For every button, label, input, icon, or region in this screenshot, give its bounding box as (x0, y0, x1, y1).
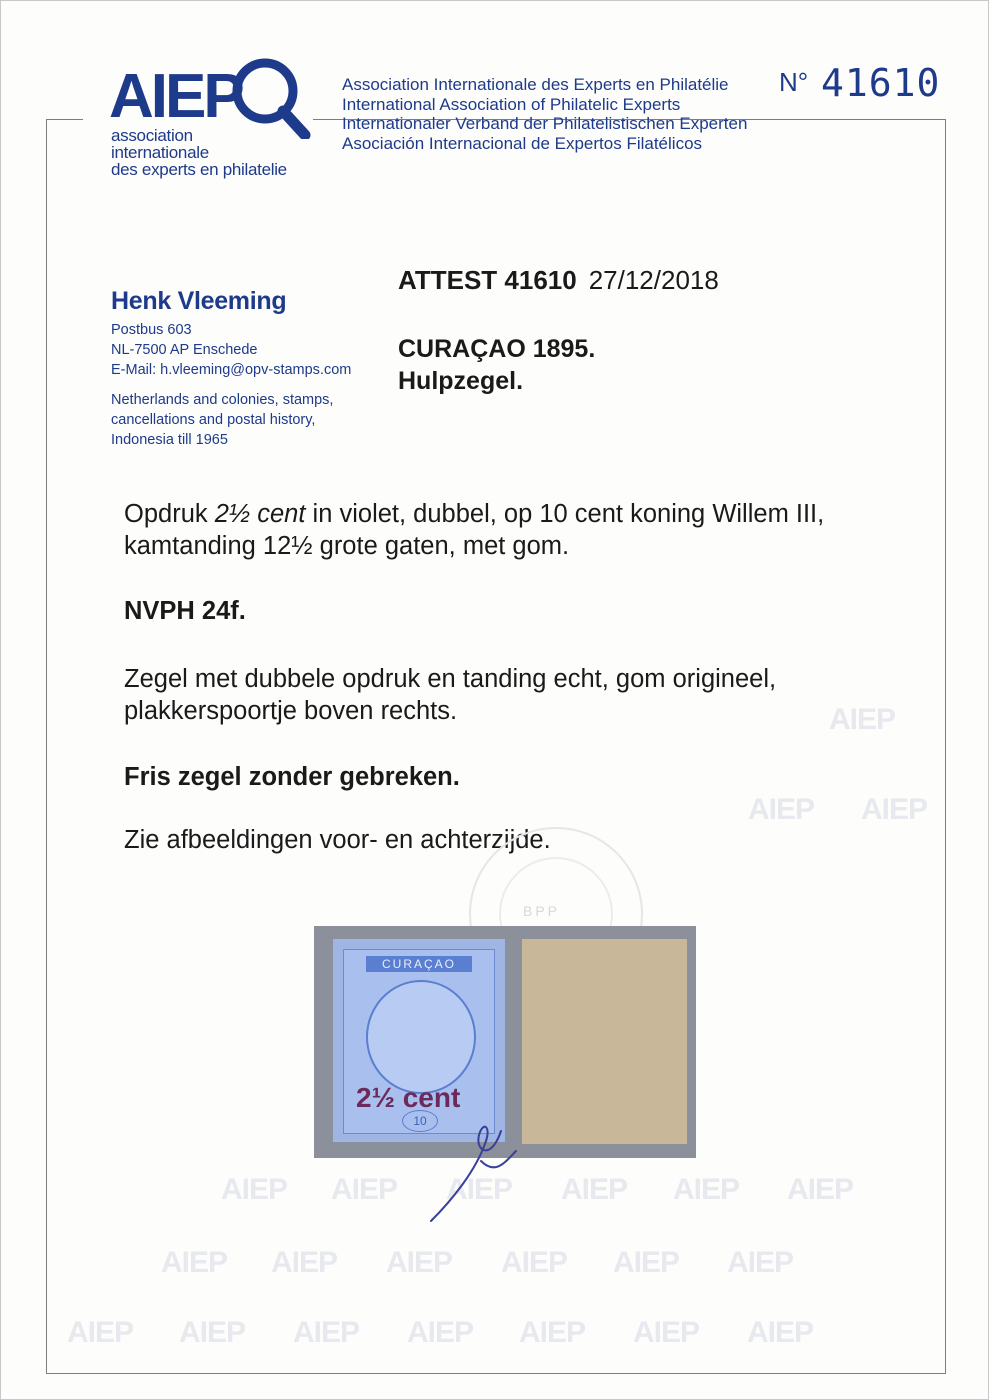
watermark-logo: AIEP (179, 1316, 246, 1349)
attest-label: ATTEST 41610 (398, 265, 577, 295)
opinion-paragraph (124, 663, 776, 727)
watermark-logo: AIEP (787, 1173, 854, 1206)
watermark-logo: AIEP (727, 1246, 794, 1279)
description-text: in violet, dubbel, op 10 cent koning Willem III, (305, 500, 825, 528)
watermark-logo: AIEP (633, 1316, 700, 1349)
association-name-es: Asociación Internacional de Expertos Filatélicos (342, 133, 703, 153)
expert-email: E-Mail: h.vleeming@opv-stamps.com (111, 362, 352, 378)
description-text: Opdruk (124, 500, 215, 528)
expert-description (111, 390, 351, 450)
watermark-logo: AIEP (829, 703, 896, 736)
attest-date: 27/12/2018 (588, 265, 719, 295)
stamp-portrait (366, 980, 476, 1094)
watermark-logo: AIEP (386, 1246, 453, 1279)
watermark-logo: AIEP (407, 1316, 474, 1349)
stamp-country-text: CURAÇAO (366, 956, 472, 972)
overprint-value-text: 2½ cent (214, 500, 306, 528)
certificate-number (761, 53, 961, 113)
aiep-logo-mark (83, 39, 313, 139)
watermark-logo: AIEP (519, 1316, 586, 1349)
watermark-logo: AIEP (748, 793, 815, 826)
description-line (124, 498, 824, 530)
opinion-line: Zegel met dubbele opdruk en tanding echt, gom origineel, (124, 665, 777, 693)
catalog-number: NVPH 24f. (124, 597, 246, 625)
logo-subtitle (111, 127, 287, 178)
association-name-fr: Association Internationale des Experts en Philatélie (342, 75, 729, 94)
watermark-logo: AIEP (293, 1316, 360, 1349)
expert-description-line: Netherlands and colonies, stamps, (111, 392, 334, 408)
subject-line: Hulpzegel. (398, 367, 524, 395)
watermark-logo: AIEP (861, 793, 928, 826)
svg-text:AIEP: AIEP (109, 62, 242, 131)
expert-info (111, 287, 351, 450)
aiep-logo (83, 39, 313, 199)
watermark-logo: AIEP (613, 1246, 680, 1279)
certificate-number-value: 41610 (821, 61, 941, 105)
expert-description-line: Indonesia till 1965 (111, 432, 228, 448)
stamp-value-text: 10 (402, 1110, 438, 1132)
stamp-back-image (522, 939, 687, 1144)
stamp-overprint-text: 2½ cent (356, 1082, 461, 1113)
watermark-logo: AIEP (747, 1316, 814, 1349)
watermark-logo: AIEP (501, 1246, 568, 1279)
attest-header (398, 265, 719, 296)
opinion-line: plakkerspoortje boven rechts. (124, 697, 458, 725)
embossed-seal-text: BPP (523, 903, 561, 919)
subject-line: CURAÇAO 1895. (398, 335, 596, 363)
attest-subject (398, 333, 595, 397)
logo-subtitle-line: internationale (111, 143, 209, 162)
watermark-logo: AIEP (221, 1173, 288, 1206)
logo-subtitle-line: association (111, 126, 193, 145)
watermark-logo: AIEP (271, 1246, 338, 1279)
watermark-logo: AIEP (561, 1173, 628, 1206)
expert-name: Henk Vleeming (111, 287, 287, 315)
watermark-logo: AIEP (67, 1316, 134, 1349)
condition-statement: Fris zegel zonder gebreken. (124, 763, 460, 791)
expert-address-line: Postbus 603 (111, 322, 192, 338)
expert-address-line: NL-7500 AP Enschede (111, 342, 258, 358)
watermark-logo: AIEP (673, 1173, 740, 1206)
watermark-logo: AIEP (161, 1246, 228, 1279)
association-name-en: International Association of Philatelic Experts (342, 94, 681, 114)
association-name-de: Internationaler Verband der Philatelistischen Experten (342, 114, 748, 133)
images-note: Zie afbeeldingen voor- en achterzijde. (124, 826, 551, 854)
certificate-number-prefix: N° (779, 67, 809, 97)
description-paragraph (124, 498, 824, 562)
expert-signature (421, 1101, 541, 1231)
logo-subtitle-line: des experts en philatelie (111, 160, 287, 179)
watermark-logo: AIEP (446, 1173, 513, 1206)
description-line: kamtanding 12½ grote gaten, met gom. (124, 532, 570, 560)
association-names (342, 75, 747, 153)
watermark-logo: AIEP (331, 1173, 398, 1206)
expert-description-line: cancellations and postal history, (111, 412, 316, 428)
